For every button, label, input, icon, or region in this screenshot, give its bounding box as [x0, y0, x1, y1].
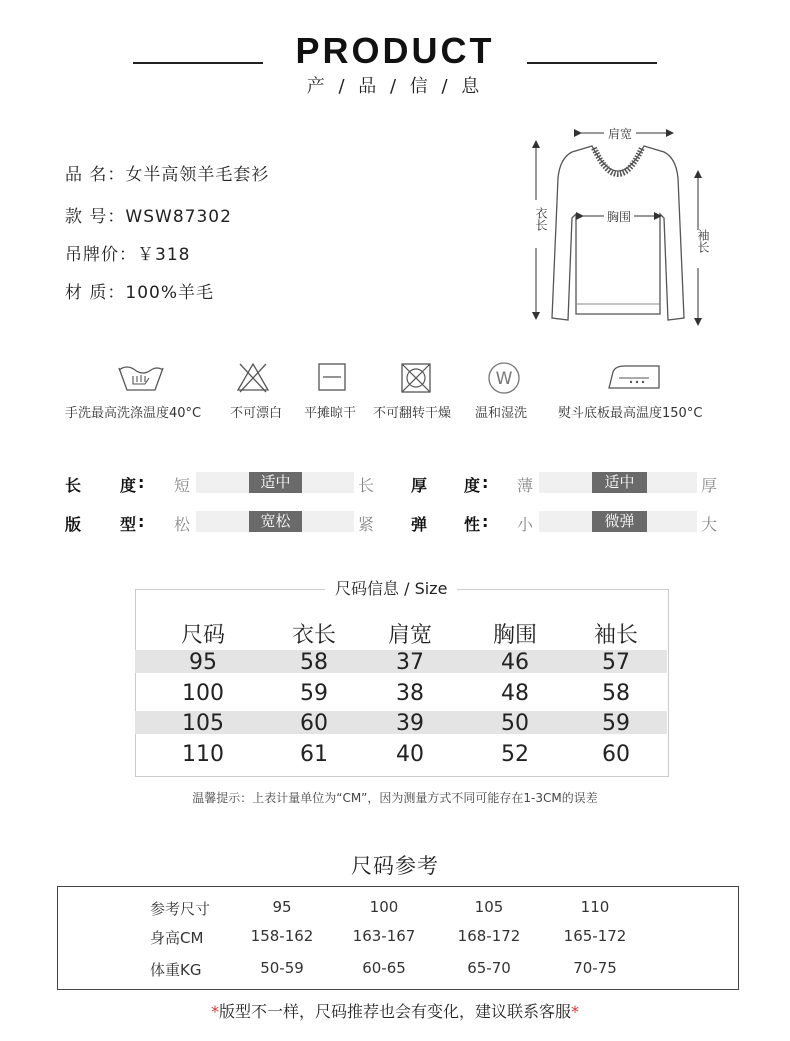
dry-flat-icon	[317, 360, 347, 394]
size-table-caption: 尺码信息 / Size	[325, 576, 457, 599]
size-header-cell: 肩宽	[387, 623, 432, 648]
sleeve-label-text: 袖长	[686, 229, 710, 243]
attr-elasticity-label-2: 性	[464, 515, 481, 534]
table-cell: 39	[396, 711, 424, 736]
attr-length-selected: 适中	[249, 472, 302, 493]
page-title: PRODUCT	[295, 30, 495, 71]
attr-thickness-label-1: 厚	[411, 476, 428, 495]
gentle-wet-clean-glyph: W	[495, 369, 513, 389]
footer-star-right: *	[571, 1002, 579, 1021]
attr-fit-label-2: 型	[120, 515, 137, 534]
attr-elasticity-selected: 微弹	[592, 511, 647, 532]
attr-thickness-colon: :	[482, 473, 489, 492]
product-name-value: 女半高领羊毛套衫	[125, 165, 270, 185]
size-table-header	[135, 618, 667, 648]
hand-wash-icon	[115, 360, 167, 394]
attr-length-colon: :	[138, 473, 145, 492]
product-material-value: 100%羊毛	[125, 283, 215, 303]
product-model-row	[65, 202, 232, 227]
care-label-no-bleach: 不可漂白	[230, 406, 283, 421]
no-tumble-dry-icon	[400, 360, 432, 394]
care-label-hand-wash: 手洗最高洗涤温度40°C	[65, 406, 202, 421]
size-ref-cell: 110	[580, 898, 610, 916]
attr-length-label-1: 长	[65, 476, 82, 495]
size-ref-cell: 168-172	[457, 927, 521, 945]
length-label	[524, 207, 548, 232]
size-ref-label: 体重KG	[150, 961, 202, 979]
size-ref-cell: 60-65	[362, 959, 406, 977]
table-cell: 60	[602, 742, 630, 767]
page-subtitle: 产 / 品 / 信 / 息	[306, 76, 484, 97]
chest-label: 胸围	[606, 210, 632, 224]
table-row	[135, 742, 667, 765]
table-cell: 95	[189, 650, 217, 675]
table-row	[135, 650, 667, 673]
attr-thickness-label-2: 度	[464, 476, 481, 495]
care-label-dry-flat: 平摊晾干	[304, 406, 357, 421]
care-label-iron: 熨斗底板最高温度150°C	[558, 406, 703, 421]
table-cell: 59	[300, 681, 328, 706]
sweater-diagram	[520, 118, 720, 333]
shoulder-label: 肩宽	[607, 127, 633, 141]
table-cell: 58	[300, 650, 328, 675]
attr-fit-label-1: 版	[65, 515, 82, 534]
attr-length-low: 短	[174, 476, 191, 495]
attr-elasticity-colon: :	[482, 512, 489, 531]
footer-text: 版型不一样，尺码推荐也会有变化，建议联系客服	[218, 1002, 571, 1021]
size-ref-label: 参考尺寸	[150, 900, 211, 918]
table-cell: 48	[501, 681, 529, 706]
attr-thickness-selected: 适中	[592, 472, 647, 493]
table-cell: 50	[501, 711, 529, 736]
footer-star-left: *	[210, 1002, 219, 1021]
size-ref-cell: 163-167	[352, 927, 416, 945]
table-cell: 52	[501, 742, 529, 767]
size-ref-label: 身高CM	[150, 929, 204, 947]
size-header-cell: 尺码	[180, 623, 225, 648]
product-name-label: 品 名：	[65, 165, 126, 185]
table-cell: 46	[501, 650, 529, 675]
product-name-row	[65, 160, 269, 185]
table-cell: 61	[300, 742, 328, 767]
care-label-gentle-wet-clean: 温和湿洗	[475, 406, 528, 421]
table-cell: 110	[182, 742, 224, 767]
attr-fit-high: 紧	[358, 515, 375, 534]
size-header-cell: 袖长	[593, 623, 638, 648]
attr-elasticity-low: 小	[517, 515, 534, 534]
table-cell: 57	[602, 650, 630, 675]
table-row	[135, 711, 667, 734]
care-label-no-tumble-dry: 不可翻转干燥	[373, 406, 452, 421]
attr-elasticity-high: 大	[701, 515, 718, 534]
size-ref-title: 尺码参考	[351, 854, 439, 878]
size-ref-cell: 158-162	[250, 927, 314, 945]
table-cell: 59	[602, 711, 630, 736]
table-cell: 40	[396, 742, 424, 767]
no-bleach-icon	[235, 360, 271, 394]
table-cell: 38	[396, 681, 424, 706]
attr-fit-selected: 宽松	[249, 511, 302, 532]
iron-icon	[605, 360, 665, 394]
gentle-wet-clean-icon	[486, 360, 522, 396]
table-cell: 100	[182, 681, 224, 706]
attr-elasticity-label-1: 弹	[411, 515, 428, 534]
size-ref-cell: 105	[474, 898, 504, 916]
size-ref-cell: 50-59	[260, 959, 304, 977]
size-header-cell: 胸围	[492, 623, 537, 648]
product-material-row	[65, 278, 214, 303]
table-cell: 58	[602, 681, 630, 706]
attr-length-high: 长	[358, 476, 375, 495]
size-ref-cell: 95	[272, 898, 292, 916]
product-material-label: 材 质：	[65, 283, 126, 303]
footer-note	[0, 999, 790, 1022]
table-cell: 37	[396, 650, 424, 675]
table-cell: 105	[182, 711, 224, 736]
size-ref-cell: 65-70	[467, 959, 511, 977]
attr-thickness-high: 厚	[701, 476, 718, 495]
table-row	[135, 681, 667, 704]
product-model-value: WSW87302	[125, 207, 232, 227]
size-table-note: 温馨提示：上表计量单位为“CM”，因为测量方式不同可能存在1-3CM的误差	[192, 791, 598, 805]
table-cell: 60	[300, 711, 328, 736]
size-ref-cell: 70-75	[573, 959, 617, 977]
attr-thickness-low: 薄	[517, 476, 534, 495]
size-ref-cell: 165-172	[563, 927, 627, 945]
product-price-value: ￥318	[137, 245, 191, 265]
size-ref-cell: 100	[369, 898, 399, 916]
attr-fit-low: 松	[174, 515, 191, 534]
attr-length-label-2: 度	[120, 476, 137, 495]
sleeve-label	[686, 228, 710, 254]
product-price-row	[65, 240, 190, 265]
product-price-label: 吊牌价：	[65, 245, 137, 265]
length-label-text: 衣长	[524, 207, 548, 221]
product-model-label: 款 号：	[65, 207, 126, 227]
size-header-cell: 衣长	[291, 623, 336, 648]
attr-fit-colon: :	[138, 512, 145, 531]
